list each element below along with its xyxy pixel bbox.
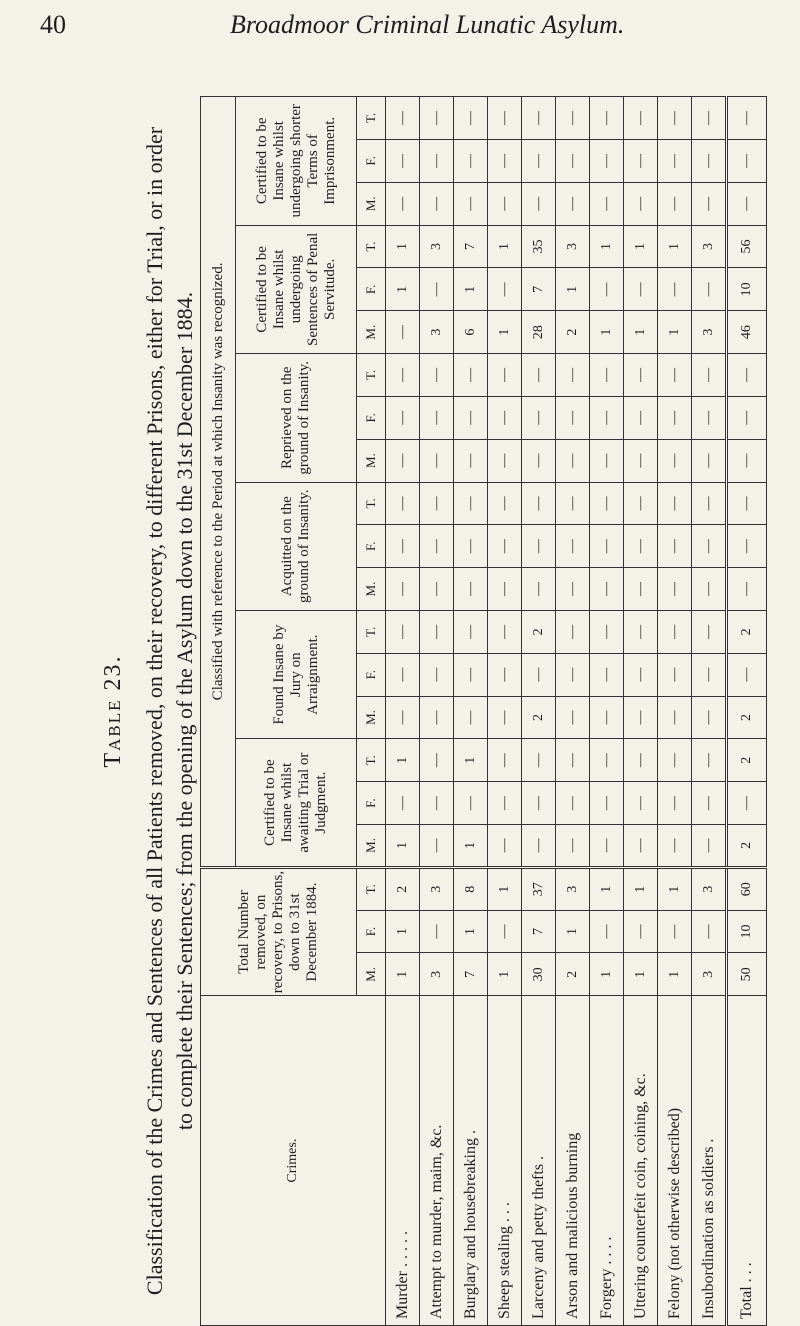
group-header-4: Reprieved on the ground of Insanity. — [236, 354, 357, 482]
value-cell: — — [624, 782, 658, 825]
value-cell: — — [556, 139, 590, 182]
value-cell: — — [488, 268, 522, 311]
value-cell: — — [556, 739, 590, 782]
value-cell: — — [522, 825, 556, 868]
value-cell: 1 — [624, 953, 658, 996]
value-cell: 6 — [454, 311, 488, 354]
value-cell: — — [488, 482, 522, 525]
value-cell: — — [488, 610, 522, 653]
value-cell: — — [556, 610, 590, 653]
value-cell: — — [692, 97, 727, 140]
value-cell: — — [658, 782, 692, 825]
value-cell: — — [692, 825, 727, 868]
value-cell: — — [658, 696, 692, 739]
sub-header-m: M. — [357, 182, 386, 225]
crime-name: Forgery . . . . — [590, 996, 624, 1326]
value-cell: — — [692, 568, 727, 611]
value-cell: 2 — [727, 825, 767, 868]
value-cell: 1 — [658, 953, 692, 996]
value-cell: — — [488, 825, 522, 868]
value-cell: 56 — [727, 225, 767, 268]
table-label: Table 23. — [100, 654, 126, 768]
value-cell: — — [386, 568, 420, 611]
value-cell: — — [454, 354, 488, 397]
value-cell: — — [658, 439, 692, 482]
value-cell: — — [590, 354, 624, 397]
crime-name: Uttering counterfeit coin, coining, &c. — [624, 996, 658, 1326]
value-cell: — — [454, 97, 488, 140]
value-cell: — — [420, 139, 454, 182]
value-cell: — — [488, 782, 522, 825]
value-cell: — — [590, 696, 624, 739]
value-cell: — — [522, 653, 556, 696]
value-cell: — — [420, 568, 454, 611]
table-title: Classification of the Crimes and Sentences of all Patients removed, on their recovery, to different Prisons, either for Trial, or in order to complete their Sentences; from the opening of the Asylum down to the 31st December 1884. — [142, 126, 197, 1296]
value-cell: — — [522, 568, 556, 611]
value-cell: — — [590, 610, 624, 653]
value-cell: — — [624, 825, 658, 868]
value-cell: — — [658, 739, 692, 782]
value-cell: — — [386, 439, 420, 482]
value-cell: — — [556, 396, 590, 439]
value-cell: — — [386, 139, 420, 182]
value-cell: — — [556, 525, 590, 568]
value-cell: — — [658, 910, 692, 953]
value-cell: — — [590, 182, 624, 225]
value-cell: — — [590, 739, 624, 782]
value-cell: — — [522, 739, 556, 782]
value-cell: 1 — [386, 825, 420, 868]
value-cell: 1 — [454, 910, 488, 953]
value-cell: — — [386, 696, 420, 739]
value-cell: — — [590, 653, 624, 696]
value-cell: — — [420, 182, 454, 225]
value-cell: — — [454, 139, 488, 182]
value-cell: — — [658, 354, 692, 397]
value-cell: 1 — [488, 953, 522, 996]
value-cell: — — [727, 782, 767, 825]
value-cell: — — [420, 696, 454, 739]
value-cell: — — [488, 910, 522, 953]
crime-name: Total . . . — [727, 996, 767, 1326]
sub-header-t: T. — [357, 867, 386, 910]
value-cell: — — [556, 696, 590, 739]
value-cell: 2 — [727, 696, 767, 739]
value-cell: — — [488, 568, 522, 611]
group-header-1: Certified to be Insane whilst awaiting Trial or Judgment. — [236, 739, 357, 867]
group-header-3: Acquitted on the ground of Insanity. — [236, 482, 357, 610]
value-cell: — — [386, 97, 420, 140]
value-cell: — — [420, 97, 454, 140]
value-cell: 60 — [727, 867, 767, 910]
sub-header-f: F. — [357, 139, 386, 182]
value-cell: 1 — [590, 311, 624, 354]
value-cell: 50 — [727, 953, 767, 996]
value-cell: — — [488, 696, 522, 739]
value-cell: — — [590, 396, 624, 439]
value-cell: — — [624, 268, 658, 311]
crime-name: Murder . . . . . — [386, 996, 420, 1326]
crime-name: Arson and malicious burning — [556, 996, 590, 1326]
value-cell: 1 — [624, 225, 658, 268]
value-cell: 1 — [386, 268, 420, 311]
value-cell: — — [590, 439, 624, 482]
value-cell: — — [727, 396, 767, 439]
value-cell: — — [420, 739, 454, 782]
value-cell: 3 — [420, 953, 454, 996]
value-cell: — — [658, 268, 692, 311]
value-cell: — — [556, 825, 590, 868]
value-cell: — — [420, 653, 454, 696]
value-cell: — — [386, 182, 420, 225]
value-cell: — — [386, 782, 420, 825]
value-cell: — — [556, 439, 590, 482]
value-cell: — — [692, 610, 727, 653]
table-row — [590, 97, 624, 1326]
value-cell: — — [692, 268, 727, 311]
value-cell: — — [454, 182, 488, 225]
value-cell: — — [590, 825, 624, 868]
value-cell: — — [727, 568, 767, 611]
value-cell: — — [386, 311, 420, 354]
value-cell: — — [727, 139, 767, 182]
value-cell: — — [522, 354, 556, 397]
crime-name: Larceny and petty thefts . — [522, 996, 556, 1326]
value-cell: — — [522, 396, 556, 439]
value-cell: 1 — [556, 268, 590, 311]
value-cell: — — [658, 396, 692, 439]
value-cell: — — [658, 568, 692, 611]
value-cell: 1 — [454, 268, 488, 311]
value-cell: — — [488, 439, 522, 482]
crime-name: Attempt to murder, maim, &c. — [420, 996, 454, 1326]
sub-header-f: F. — [357, 653, 386, 696]
value-cell: — — [658, 482, 692, 525]
value-cell: — — [692, 182, 727, 225]
value-cell: 3 — [420, 867, 454, 910]
value-cell: — — [454, 396, 488, 439]
value-cell: 10 — [727, 268, 767, 311]
table-row — [488, 97, 522, 1326]
value-cell: — — [590, 482, 624, 525]
table-row — [386, 97, 420, 1326]
value-cell: — — [556, 782, 590, 825]
value-cell: 2 — [522, 696, 556, 739]
value-cell: — — [386, 354, 420, 397]
value-cell: — — [454, 696, 488, 739]
value-cell: — — [624, 182, 658, 225]
value-cell: 2 — [556, 953, 590, 996]
value-cell: 3 — [556, 225, 590, 268]
value-cell: — — [624, 739, 658, 782]
sub-header-m: M. — [357, 953, 386, 996]
value-cell: — — [692, 696, 727, 739]
value-cell: 3 — [420, 225, 454, 268]
value-cell: 1 — [658, 225, 692, 268]
value-cell: 10 — [727, 910, 767, 953]
value-cell: — — [692, 396, 727, 439]
value-cell: 1 — [658, 311, 692, 354]
value-cell: — — [488, 396, 522, 439]
value-cell: — — [624, 696, 658, 739]
value-cell: 2 — [727, 610, 767, 653]
value-cell: — — [454, 610, 488, 653]
value-cell: — — [658, 825, 692, 868]
value-cell: — — [590, 782, 624, 825]
value-cell: — — [590, 910, 624, 953]
sub-header-t: T. — [357, 354, 386, 397]
value-cell: 3 — [692, 953, 727, 996]
value-cell: — — [590, 139, 624, 182]
value-cell: 1 — [386, 225, 420, 268]
value-cell: — — [386, 525, 420, 568]
page-number: 40 — [40, 10, 66, 39]
value-cell: — — [590, 97, 624, 140]
value-cell: — — [488, 525, 522, 568]
value-cell: — — [488, 97, 522, 140]
value-cell: — — [692, 782, 727, 825]
sub-header-f: F. — [357, 268, 386, 311]
value-cell: — — [454, 482, 488, 525]
sub-header-m: M. — [357, 696, 386, 739]
value-cell: 3 — [692, 867, 727, 910]
sub-header-t: T. — [357, 739, 386, 782]
value-cell: — — [522, 439, 556, 482]
sub-header-f: F. — [357, 396, 386, 439]
value-cell: 2 — [556, 311, 590, 354]
crime-name: Burglary and housebreaking . — [454, 996, 488, 1326]
value-cell: 1 — [454, 825, 488, 868]
value-cell: — — [488, 182, 522, 225]
value-cell: — — [386, 610, 420, 653]
crime-name: Sheep stealing . . . — [488, 996, 522, 1326]
value-cell: — — [454, 782, 488, 825]
value-cell: — — [590, 268, 624, 311]
group-header-5: Certified to be Insane whilst undergoing Sentences of Penal Servitude. — [236, 225, 357, 353]
value-cell: — — [522, 139, 556, 182]
value-cell: — — [522, 782, 556, 825]
value-cell: 46 — [727, 311, 767, 354]
value-cell: — — [624, 439, 658, 482]
value-cell: — — [454, 568, 488, 611]
value-cell: 1 — [488, 867, 522, 910]
value-cell: — — [420, 825, 454, 868]
value-cell: — — [727, 182, 767, 225]
value-cell: 7 — [454, 953, 488, 996]
value-cell: — — [556, 182, 590, 225]
value-cell: — — [624, 396, 658, 439]
value-cell: — — [488, 354, 522, 397]
classified-header: Classified with reference to the Period at which Insanity was recognized. — [201, 97, 236, 868]
value-cell: 1 — [624, 867, 658, 910]
value-cell: — — [692, 482, 727, 525]
value-cell: 1 — [590, 953, 624, 996]
table-row — [658, 97, 692, 1326]
value-cell: — — [420, 268, 454, 311]
value-cell: — — [386, 653, 420, 696]
value-cell: — — [692, 354, 727, 397]
sub-header-m: M. — [357, 568, 386, 611]
value-cell: — — [658, 139, 692, 182]
value-cell: 1 — [590, 225, 624, 268]
value-cell: — — [727, 482, 767, 525]
rotated-table-block — [100, 96, 790, 1326]
value-cell: — — [488, 739, 522, 782]
value-cell: — — [624, 610, 658, 653]
value-cell: — — [420, 354, 454, 397]
value-cell: 35 — [522, 225, 556, 268]
value-cell: — — [590, 568, 624, 611]
value-cell: — — [454, 525, 488, 568]
value-cell: — — [488, 139, 522, 182]
running-head: Broadmoor Criminal Lunatic Asylum. — [230, 10, 625, 39]
value-cell: — — [556, 568, 590, 611]
table-row — [556, 97, 590, 1326]
value-cell: 3 — [692, 225, 727, 268]
sub-header-f: F. — [357, 525, 386, 568]
group-header-2: Found Insane by Jury on Arraignment. — [236, 610, 357, 738]
value-cell: — — [658, 610, 692, 653]
value-cell: — — [624, 525, 658, 568]
value-cell: — — [522, 482, 556, 525]
sub-header-t: T. — [357, 97, 386, 140]
sub-header-f: F. — [357, 782, 386, 825]
value-cell: — — [556, 354, 590, 397]
value-cell: — — [624, 482, 658, 525]
sub-header-f: F. — [357, 910, 386, 953]
sub-header-t: T. — [357, 610, 386, 653]
crimes-header: Crimes. — [201, 996, 386, 1326]
value-cell: — — [522, 525, 556, 568]
value-cell: 28 — [522, 311, 556, 354]
value-cell: 1 — [624, 311, 658, 354]
value-cell: 8 — [454, 867, 488, 910]
table-row — [454, 97, 488, 1326]
value-cell: — — [658, 525, 692, 568]
value-cell: 7 — [522, 268, 556, 311]
value-cell: — — [386, 482, 420, 525]
total-removed-header: Total Number removed, on recovery, to Prisons, down to 31st December 1884. — [201, 867, 357, 995]
value-cell: 1 — [556, 910, 590, 953]
value-cell: — — [454, 653, 488, 696]
value-cell: — — [420, 482, 454, 525]
value-cell: 37 — [522, 867, 556, 910]
value-cell: — — [420, 396, 454, 439]
value-cell: 2 — [386, 867, 420, 910]
value-cell: — — [522, 97, 556, 140]
value-cell: 2 — [522, 610, 556, 653]
value-cell: 1 — [658, 867, 692, 910]
value-cell: — — [454, 439, 488, 482]
value-cell: — — [727, 439, 767, 482]
value-cell: — — [556, 97, 590, 140]
table-row — [692, 97, 727, 1326]
value-cell: 7 — [522, 910, 556, 953]
value-cell: — — [420, 782, 454, 825]
value-cell: — — [624, 97, 658, 140]
value-cell: 1 — [454, 739, 488, 782]
value-cell: — — [624, 910, 658, 953]
value-cell: — — [692, 439, 727, 482]
sub-header-m: M. — [357, 311, 386, 354]
sub-header-m: M. — [357, 825, 386, 868]
value-cell: — — [727, 525, 767, 568]
value-cell: — — [590, 525, 624, 568]
value-cell: — — [658, 653, 692, 696]
value-cell: — — [692, 910, 727, 953]
value-cell: 1 — [488, 311, 522, 354]
table-row — [624, 97, 658, 1326]
crimes-table — [200, 96, 767, 1326]
value-cell: — — [727, 653, 767, 696]
value-cell: 3 — [692, 311, 727, 354]
value-cell: — — [692, 739, 727, 782]
value-cell: — — [727, 354, 767, 397]
value-cell: — — [420, 610, 454, 653]
value-cell: — — [556, 653, 590, 696]
value-cell: 1 — [590, 867, 624, 910]
value-cell: 1 — [386, 910, 420, 953]
value-cell: — — [386, 396, 420, 439]
value-cell: — — [624, 653, 658, 696]
value-cell: — — [488, 653, 522, 696]
value-cell: — — [624, 139, 658, 182]
value-cell: 3 — [556, 867, 590, 910]
sub-header-m: M. — [357, 439, 386, 482]
value-cell: 1 — [488, 225, 522, 268]
total-row — [727, 97, 767, 1326]
value-cell: 7 — [454, 225, 488, 268]
value-cell: — — [692, 139, 727, 182]
table-row — [420, 97, 454, 1326]
table-row — [522, 97, 556, 1326]
value-cell: 1 — [386, 739, 420, 782]
value-cell: — — [658, 97, 692, 140]
sub-header-t: T. — [357, 482, 386, 525]
value-cell: 3 — [420, 311, 454, 354]
value-cell: — — [522, 182, 556, 225]
value-cell: — — [556, 482, 590, 525]
sub-header-t: T. — [357, 225, 386, 268]
value-cell: — — [624, 568, 658, 611]
value-cell: — — [420, 910, 454, 953]
value-cell: — — [692, 653, 727, 696]
value-cell: — — [727, 97, 767, 140]
value-cell: 1 — [386, 953, 420, 996]
crime-name: Felony (not otherwise described) — [658, 996, 692, 1326]
value-cell: — — [420, 439, 454, 482]
value-cell: 30 — [522, 953, 556, 996]
value-cell: — — [624, 354, 658, 397]
group-header-6: Certified to be Insane whilst undergoing shorter Terms of Imprisonment. — [236, 97, 357, 226]
value-cell: 2 — [727, 739, 767, 782]
value-cell: — — [420, 525, 454, 568]
value-cell: — — [692, 525, 727, 568]
value-cell: — — [658, 182, 692, 225]
crime-name: Insubordination as soldiers . — [692, 996, 727, 1326]
